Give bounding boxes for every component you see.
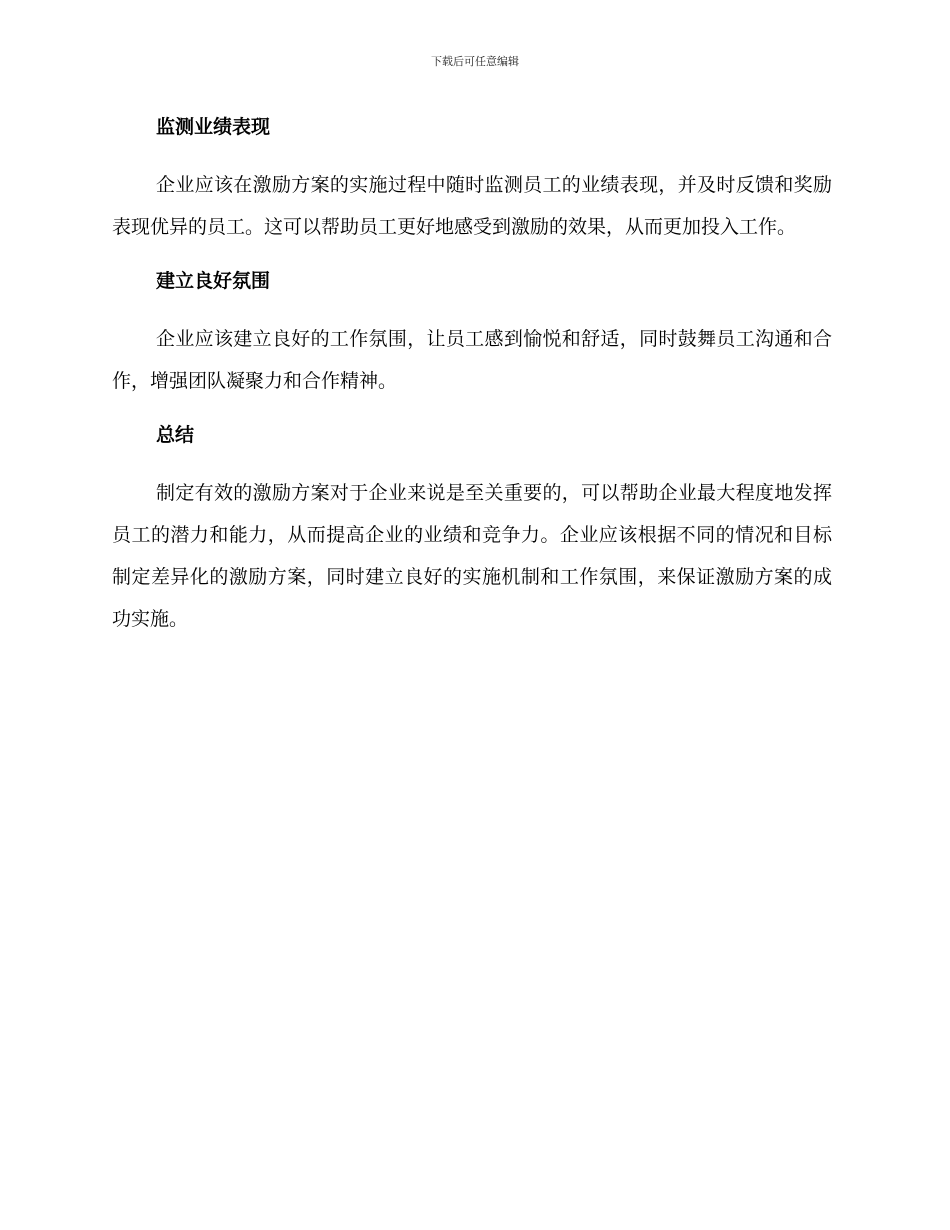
section-heading: 监测业绩表现 xyxy=(156,116,271,138)
section-heading: 总结 xyxy=(156,424,195,446)
section-performance-monitoring xyxy=(112,112,832,248)
page-header: 下载后可任意编辑 xyxy=(431,55,519,68)
section-paragraph: 企业应该在激励方案的实施过程中随时监测员工的业绩表现，并及时反馈和奖励表现优异的员工。这可以帮助员工更好地感受到激励的效果，从而更加投入工作。 xyxy=(112,174,832,238)
section-good-atmosphere xyxy=(112,266,832,402)
section-paragraph: 企业应该建立良好的工作氛围，让员工感到愉悦和舒适，同时鼓舞员工沟通和合作，增强团队凝聚力和合作精神。 xyxy=(112,328,832,392)
section-heading: 建立良好氛围 xyxy=(156,270,271,292)
document-body xyxy=(112,112,832,658)
section-paragraph: 制定有效的激励方案对于企业来说是至关重要的，可以帮助企业最大程度地发挥员工的潜力和能力，从而提高企业的业绩和竞争力。企业应该根据不同的情况和目标制定差异化的激励方案，同时建立良好的实施机制和工作氛围，来保证激励方案的成功实施。 xyxy=(112,482,832,630)
section-summary xyxy=(112,420,832,640)
